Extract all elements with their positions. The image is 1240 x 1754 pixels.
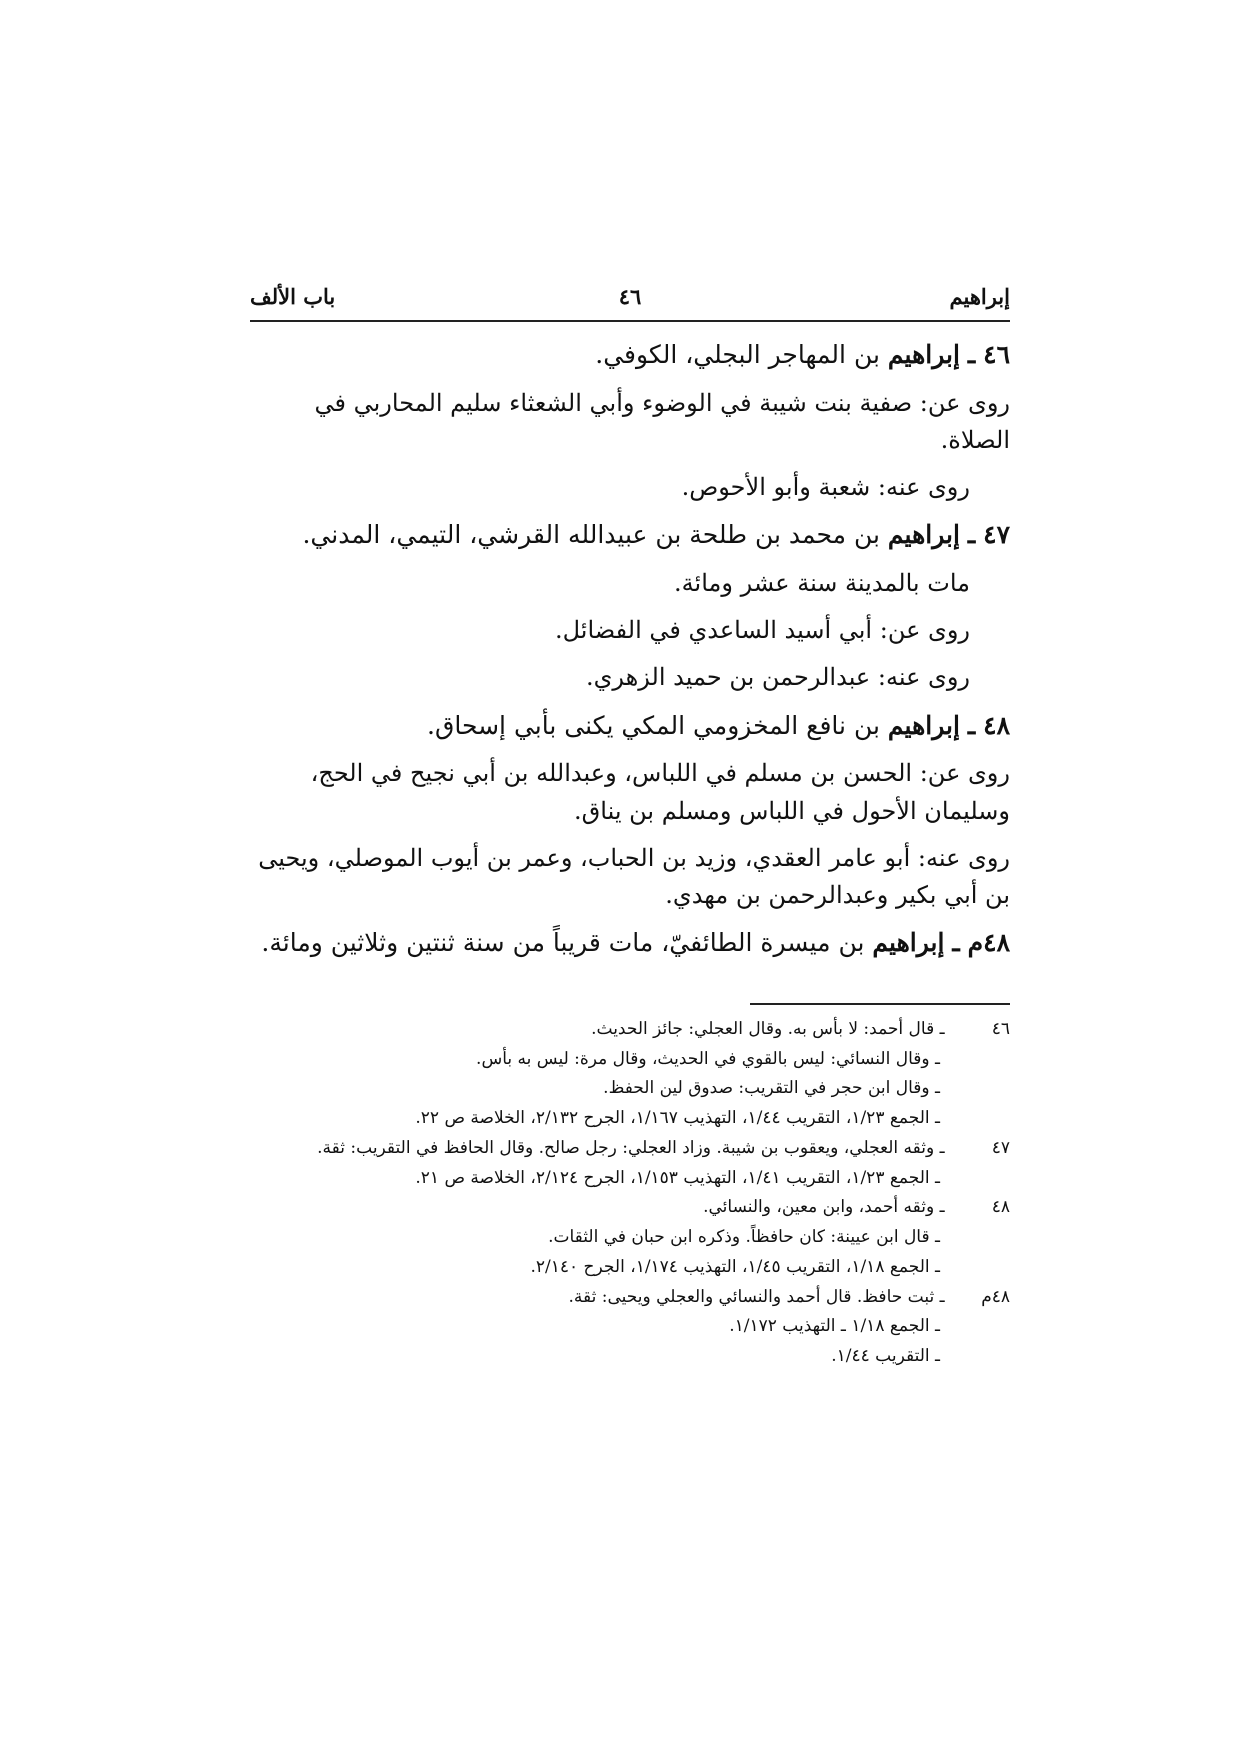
entry-title: ٤٨ ـ إبراهيم بن نافع المخزومي المكي يكنى بأبي إسحاق. bbox=[427, 710, 1010, 740]
entry-name: إبراهيم bbox=[887, 710, 960, 740]
footnote-line: ـ الجمع ١/٢٣، التقريب ١/٤١، التهذيب ١/١٥٣، الجرح ٢/١٢٤، الخلاصة ص ٢١. bbox=[415, 1167, 940, 1188]
footnote-line: ٤٨ ـ وثقه أحمد، وابن معين، والنسائي. bbox=[250, 1193, 1010, 1223]
footnote-line: ـ الجمع ١/١٨، التقريب ١/٤٥، التهذيب ١/١٧٤، الجرح ٢/١٤٠. bbox=[530, 1256, 940, 1277]
entry-number: ٤٦ bbox=[983, 340, 1010, 369]
footnote-line: ـ وقال ابن حجر في التقريب: صدوق لين الحفظ. bbox=[603, 1078, 940, 1099]
footnote-line: ٤٨م ـ ثبت حافظ. قال أحمد والنسائي والعجلي ويحيى: ثقة. bbox=[250, 1283, 1010, 1313]
entry-title: ٤٨م ـ إبراهيم بن ميسرة الطائفيّ، مات قريباً من سنة ثنتين وثلاثين ومائة. bbox=[261, 928, 1010, 958]
header-chapter-name: باب الألف bbox=[250, 284, 336, 309]
main-text bbox=[250, 336, 1010, 963]
entry-title: ٤٧ ـ إبراهيم بن محمد بن طلحة بن عبيدالله القرشي، التيمي، المدني. bbox=[302, 520, 1010, 550]
entry-title: ٤٦ ـ إبراهيم بن المهاجر البجلي، الكوفي. bbox=[595, 340, 1010, 369]
entry-line: روى عنه: أبو عامر العقدي، وزيد بن الحباب، وعمر بن أيوب الموصلي، ويحيى بن أبي بكير وعبدالرحمن بن مهدي. bbox=[258, 843, 1010, 909]
entry-line: مات بالمدينة سنة عشر ومائة. bbox=[674, 569, 970, 598]
entry-number: ٤٧ bbox=[983, 520, 1010, 550]
footnote-divider bbox=[750, 1003, 1010, 1005]
entry-line: روى عن: أبي أسيد الساعدي في الفضائل. bbox=[555, 616, 970, 645]
footnote-number: ٤٧ bbox=[991, 1137, 1010, 1158]
entry-line: روى عنه: شعبة وأبو الأحوص. bbox=[681, 473, 970, 502]
running-header bbox=[250, 280, 1010, 322]
entry-description: بن المهاجر البجلي، الكوفي. bbox=[595, 340, 880, 369]
footnote-line: ـ قال ابن عيينة: كان حافظاً. وذكره ابن حبان في الثقات. bbox=[548, 1227, 940, 1248]
footnote-line: ٤٧ ـ وثقه العجلي، ويعقوب بن شيبة. وزاد العجلي: رجل صالح. وقال الحافظ في التقريب: ثقة. bbox=[250, 1134, 1010, 1164]
entry-description: بن محمد بن طلحة بن عبيدالله القرشي، التيمي، المدني. bbox=[302, 520, 880, 550]
entry-line: روى عن: صفية بنت شيبة في الوضوء وأبي الشعثاء سليم المحاربي في الصلاة. bbox=[314, 388, 1010, 454]
entry-line: روى عنه: عبدالرحمن بن حميد الزهري. bbox=[585, 663, 970, 692]
footnote-line: ـ وقال النسائي: ليس بالقوي في الحديث، وقال مرة: ليس به بأس. bbox=[476, 1048, 940, 1069]
page-number: ٤٦ bbox=[618, 284, 642, 309]
footnote-number: ٤٨ bbox=[991, 1197, 1010, 1218]
entry-name: إبراهيم bbox=[887, 520, 960, 550]
footnotes bbox=[250, 1015, 1010, 1372]
entry-number: ٤٨م bbox=[967, 928, 1010, 958]
entry-name: إبراهيم bbox=[887, 340, 960, 369]
footnote-line: ـ الجمع ١/٢٣، التقريب ١/٤٤، التهذيب ١/١٦٧، الجرح ٢/١٣٢، الخلاصة ص ٢٢. bbox=[415, 1108, 940, 1129]
entry-name: إبراهيم bbox=[872, 928, 945, 958]
footnote-line: ٤٦ ـ قال أحمد: لا بأس به. وقال العجلي: جائز الحديث. bbox=[250, 1015, 1010, 1045]
footnote-number: ٤٨م bbox=[981, 1286, 1010, 1307]
footnote-line: ـ الجمع ١/١٨ ـ التهذيب ١/١٧٢. bbox=[729, 1316, 940, 1337]
book-page bbox=[250, 280, 1010, 1372]
entry-description: بن ميسرة الطائفيّ، مات قريباً من سنة ثنتين وثلاثين ومائة. bbox=[261, 928, 865, 958]
footnote-line: ـ التقريب ١/٤٤. bbox=[831, 1346, 940, 1367]
footnote-number: ٤٦ bbox=[991, 1018, 1010, 1039]
entry-line: روى عن: الحسن بن مسلم في اللباس، وعبدالله بن أبي نجيح في الحج، وسليمان الأحول في اللباس ومسلم بن يناق. bbox=[310, 759, 1010, 825]
header-section-name: إبراهيم bbox=[949, 284, 1010, 309]
entry-number: ٤٨ bbox=[983, 710, 1010, 740]
entry-description: بن نافع المخزومي المكي يكنى بأبي إسحاق. bbox=[427, 710, 880, 740]
